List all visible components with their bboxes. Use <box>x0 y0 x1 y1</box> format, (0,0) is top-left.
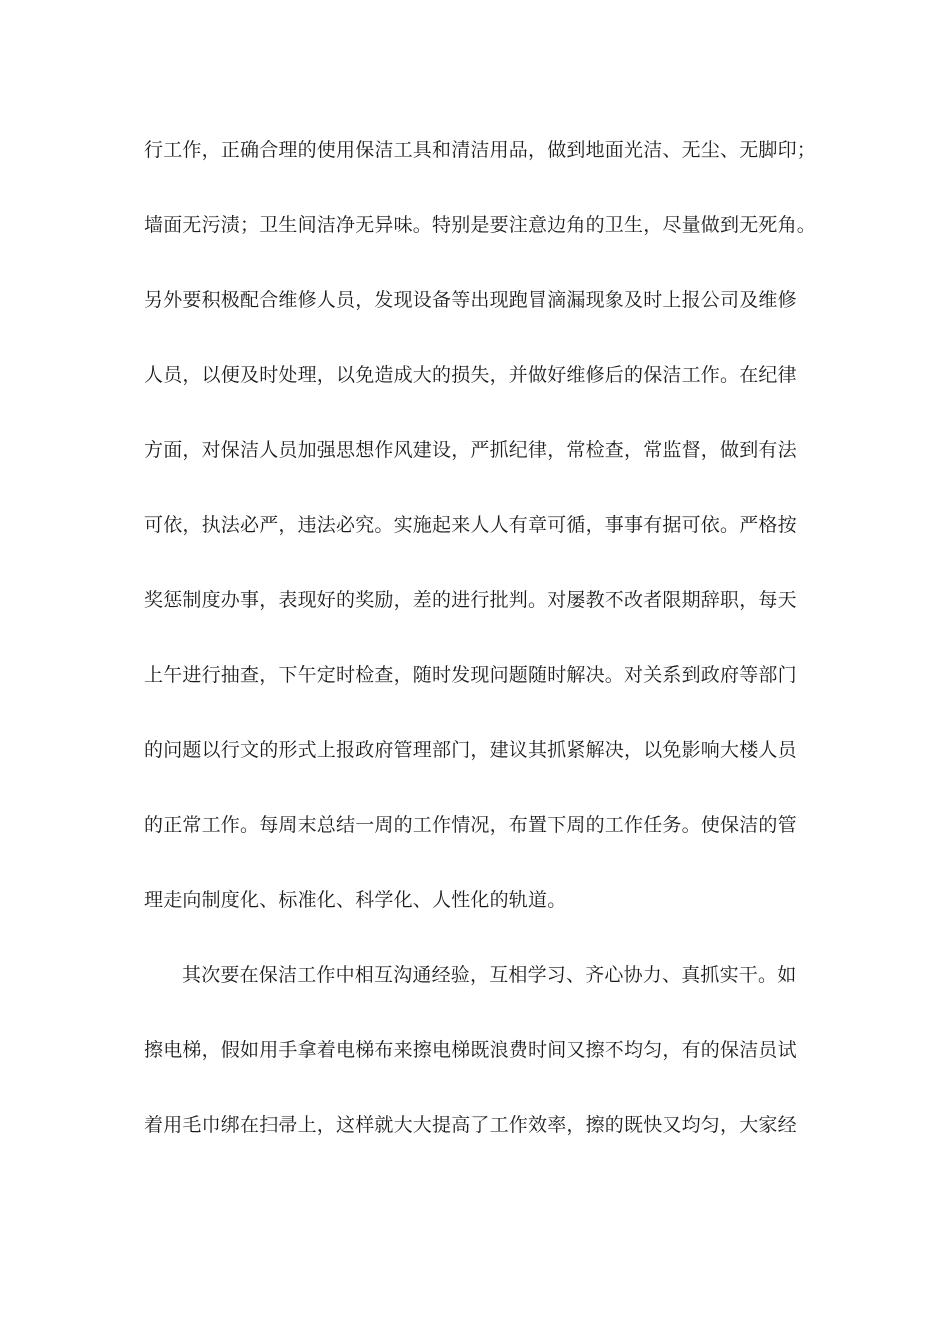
text-line: 另外要积极配合维修人员，发现设备等出现跑冒滴漏现象及时上报公司及维修 <box>144 289 797 311</box>
text-line: 着用毛巾绑在扫帚上，这样就大大提高了工作效率，擦的既快又均匀，大家经 <box>144 1114 797 1136</box>
body-text <box>144 124 817 1174</box>
text-line: 方面，对保洁人员加强思想作风建设，严抓纪律，常检查，常监督，做到有法 <box>144 439 797 461</box>
text-line: 理走向制度化、标准化、科学化、人性化的轨道。 <box>144 889 567 911</box>
text-line: 上午进行抽查，下午定时检查，随时发现问题随时解决。对关系到政府等部门 <box>144 664 797 686</box>
text-line: 的正常工作。每周末总结一周的工作情况，布置下周的工作任务。使保洁的管 <box>144 814 797 836</box>
paragraph-first-line: 其次要在保洁工作中相互沟通经验，互相学习、齐心协力、真抓实干。如 <box>182 964 797 986</box>
text-line: 人员，以便及时处理，以免造成大的损失，并做好维修后的保洁工作。在纪律 <box>144 364 797 386</box>
text-line: 可依，执法必严，违法必究。实施起来人人有章可循，事事有据可依。严格按 <box>144 514 797 536</box>
text-line: 的问题以行文的形式上报政府管理部门，建议其抓紧解决，以免影响大楼人员 <box>144 739 797 761</box>
text-line: 墙面无污渍；卫生间洁净无异味。特别是要注意边角的卫生，尽量做到无死角。 <box>144 214 817 236</box>
text-line: 擦电梯，假如用手拿着电梯布来擦电梯既浪费时间又擦不均匀，有的保洁员试 <box>144 1039 797 1061</box>
text-line: 行工作，正确合理的使用保洁工具和清洁用品，做到地面光洁、无尘、无脚印； <box>144 139 817 161</box>
text-line: 奖惩制度办事，表现好的奖励，差的进行批判。对屡教不改者限期辞职，每天 <box>144 589 797 611</box>
